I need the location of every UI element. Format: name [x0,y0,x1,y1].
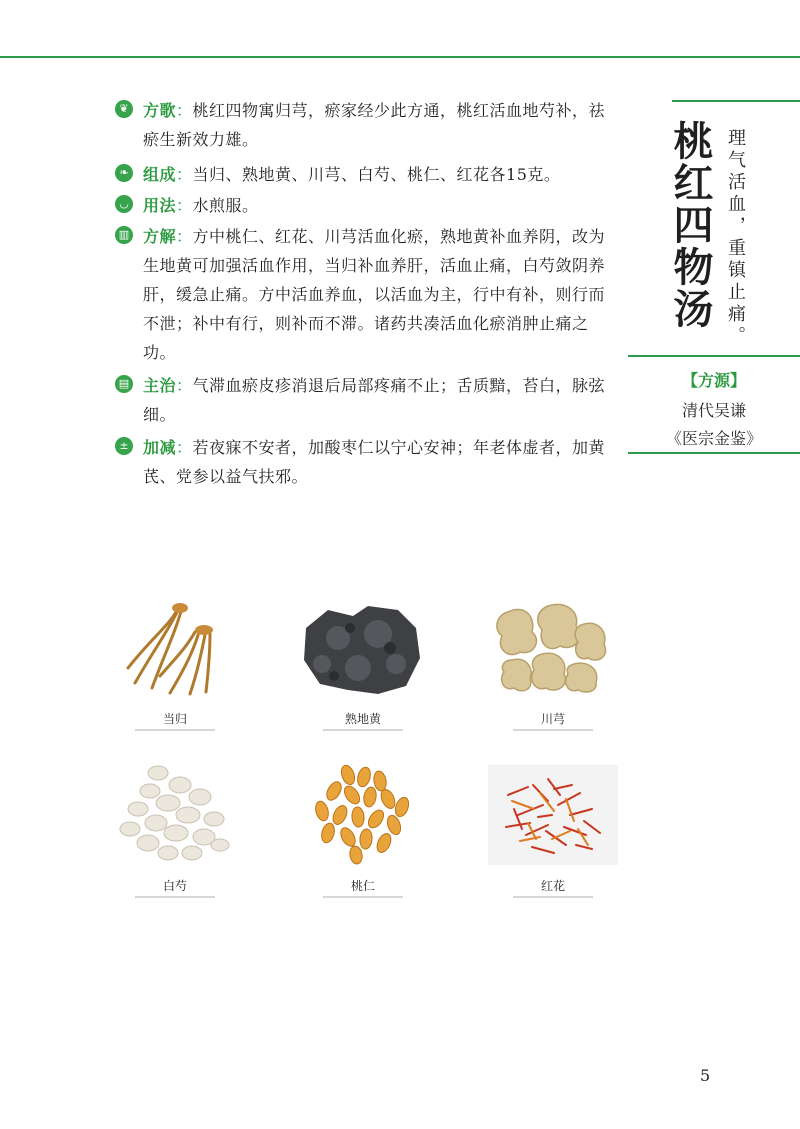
herb-name: 熟地黄 [323,710,403,731]
herb-name: 当归 [135,710,215,731]
source-book: 《医宗金鉴》 [665,429,762,448]
taoren-image [298,765,428,865]
section-body: 气滞血瘀皮疹消退后局部疼痛不止；舌质黯，苔白，脉弦细。 [143,376,606,424]
formula-title: 桃红四物汤 [667,120,714,330]
top-rule [0,56,800,58]
section-body: 水煎服。 [192,196,259,215]
herb-danggui [110,598,240,733]
herb-shudihuang [298,598,428,733]
section-label: 主治 [143,376,177,395]
section-label: 方解 [143,227,177,246]
herb-taoren [298,765,428,900]
section-fangjie [115,222,615,367]
herb-name: 桃仁 [323,877,403,898]
herb-chuanxiong [488,598,618,733]
section-label: 加减 [143,438,177,457]
section-colon: ： [176,165,193,184]
section-zucheng [115,160,615,189]
bowl-icon: ◡ [115,195,133,213]
section-body: 桃红四物寓归芎，瘀家经少此方通，桃红活血地芍补，祛瘀生新效力雄。 [143,101,606,149]
section-colon: ： [176,196,193,215]
section-jiajian [115,433,615,491]
title-top-rule [672,100,800,102]
source-bottom-rule [628,452,800,454]
section-colon: ： [176,101,193,120]
section-body: 当归、熟地黄、川芎、白芍、桃仁、红花各15克。 [192,165,561,184]
source-author: 清代吴谦 [681,401,746,420]
herb-name: 白芍 [135,877,215,898]
document-icon: ▤ [115,375,133,393]
section-label: 组成 [143,165,177,184]
shudihuang-image [298,598,428,698]
page-number: 5 [700,1066,711,1085]
section-label: 用法 [143,196,177,215]
source-label: 【方源】 [681,371,746,390]
honghua-image [488,765,618,865]
baishao-image [110,765,240,865]
herb-honghua [488,765,618,900]
formula-sections [115,96,615,499]
herb-name: 红花 [513,877,593,898]
section-yongfa [115,191,615,220]
section-colon: ： [176,227,193,246]
section-zhuzhi [115,371,615,429]
section-colon: ： [176,438,193,457]
formula-subtitle: 理气活血，重镇止痛。 [725,128,746,348]
section-body: 若夜寐不安者，加酸枣仁以宁心安神；年老体虚者，加黄芪、党参以益气扶邪。 [143,438,606,486]
chuanxiong-image [488,598,618,698]
leaf-icon: ❦ [115,100,133,118]
section-colon: ： [176,376,193,395]
herb-baishao [110,765,240,900]
herb-name: 川芎 [513,710,593,731]
leaves-icon: ❧ [115,164,133,182]
book-icon: ▥ [115,226,133,244]
plus-minus-icon: ± [115,437,133,455]
section-label: 方歌 [143,101,177,120]
section-fangge [115,96,615,154]
danggui-image [110,598,240,698]
source-top-rule [628,355,800,357]
section-body: 方中桃仁、红花、川芎活血化瘀，熟地黄补血养阴，改为生地黄可加强活血作用，当归补血养肝，活血止痛，白芍敛阴养肝，缓急止痛。方中活血养血，以活血为主，行中有补，则行而不泄；补中有行，则补而不滞。诸药共凑活血化瘀消肿止痛之功。 [143,227,606,362]
